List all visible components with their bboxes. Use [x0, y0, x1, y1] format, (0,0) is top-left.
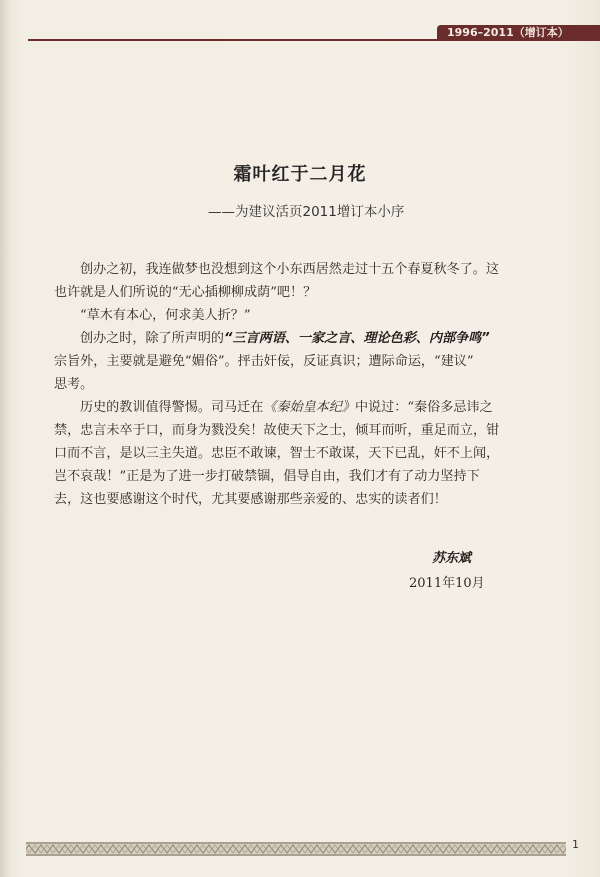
header-edition-tab: 1996–2011（增订本）	[437, 25, 600, 41]
paragraph-3-line-3: 思考。	[54, 377, 94, 392]
page-number: 1	[572, 838, 579, 851]
paragraph-1-line-2: 也许就是人们所说的“无心插柳柳成荫”吧！？	[54, 285, 317, 300]
paragraph-3-text: 创办之时，除了所声明的	[80, 331, 225, 346]
paragraph-2-line-1: “草木有本心，何求美人折？”	[80, 308, 251, 323]
paragraph-4-line-3: 口而不言，是以三主失道。忠臣不敢谏，智士不敢谋，天下已乱，奸不上闻，	[54, 446, 500, 461]
paragraph-3-emphasis: “三言两语、一家之言、理论色彩、内部争鸣”	[224, 331, 490, 346]
spine-shadow	[0, 0, 10, 877]
paragraph-1-line-1: 创办之初，我连做梦也没想到这个小东西居然走过十五个春夏秋冬了。这	[80, 262, 499, 277]
paragraph-4-text-b: 中说过：“秦俗多忌讳之	[354, 400, 493, 415]
author-signature: 苏东斌	[432, 551, 472, 566]
article-body	[54, 258, 546, 511]
paragraph-4-book-title: 《秦始皇本纪》	[263, 400, 355, 415]
paragraph-3-line-2: 宗旨外，主要就是避免“媚俗”。抨击奸佞，反证真识；遭际命运，“建议”	[54, 354, 474, 369]
article-subtitle: ——为建议活页2011增订本小序	[208, 204, 405, 220]
paragraph-4-line-1	[54, 396, 546, 419]
paragraph-3-line-1	[54, 327, 546, 350]
paragraph-4-line-2: 禁，忠言未卒于口，而身为戮没矣！故使天下之士，倾耳而听，重足而立，钳	[54, 423, 500, 438]
article-title: 霜叶红于二月花	[233, 164, 367, 185]
paragraph-4-text-a: 历史的教训值得警惕。司马迁在	[80, 400, 264, 415]
paragraph-4-line-5: 去，这也要感谢这个时代，尤其要感谢那些亲爱的、忠实的读者们！	[54, 492, 447, 507]
signature-date: 2011年10月	[409, 576, 485, 591]
paragraph-4-line-4: 岂不哀哉！”正是为了进一步打破禁锢，倡导自由，我们才有了动力坚持下	[54, 469, 480, 484]
footer-ornament-band	[26, 842, 566, 856]
